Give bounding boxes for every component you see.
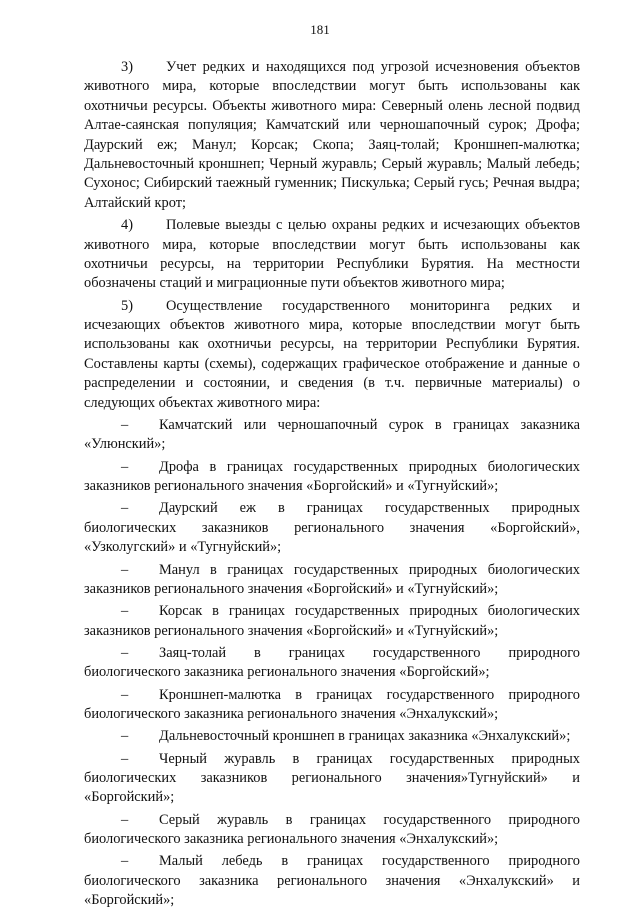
- list-item: [84, 561, 580, 600]
- list-item: [84, 811, 580, 850]
- numbered-paragraph-4: [84, 216, 580, 294]
- paragraph-number: 3): [121, 59, 133, 75]
- list-item-text: Камчатский или черношапочный сурок в границах заказника «Улюнский»;: [84, 416, 580, 453]
- numbered-paragraph-3: [84, 58, 580, 213]
- list-item-text: Дальневосточный кроншнеп в границах заказника «Энхалукский»;: [159, 728, 571, 745]
- list-dash: –: [121, 853, 129, 870]
- paragraph-text: Учет редких и находящихся под угрозой исчезновения объектов животного мира, которые впоследствии могут быть использованы как охотничьи ресурсы. Объекты животного мира: Северный олень лесной подвид Алтае-саянская популяция; Камчатский или черношапочный сурок; Дрофа; Даурский еж; Манул; Корсак; Скопа; Заяц-толай; Кроншнеп-малютка; Дальневосточный кроншнеп; Черный журавль; Серый журавль; Малый лебедь; Сухонос; Сибирский таежный гуменник; Пискулька; Серый гусь; Речная выдра; Алтайский крот;: [84, 59, 580, 211]
- list-dash: –: [121, 416, 129, 433]
- list-item: [84, 458, 580, 497]
- list-item-text: Малый лебедь в границах государственного природного биологического заказника регионального значения «Энхалукский» и «Боргойский»;: [84, 853, 580, 909]
- page-number: 181: [310, 22, 330, 37]
- list-dash: –: [121, 686, 129, 703]
- list-dash: –: [121, 728, 129, 745]
- list-item: [84, 686, 580, 725]
- list-item: [84, 499, 580, 557]
- list-item: [84, 602, 580, 641]
- list-item-text: Манул в границах государственных природных биологических заказников регионального значения «Боргойский» и «Тугнуйский»;: [84, 561, 580, 597]
- paragraph-number: 4): [121, 217, 133, 234]
- paragraph-text: Осуществление государственного мониторинга редких и исчезающих объектов животного мира, которые впоследствии могут быть использованы как охотничьи ресурсы, на территории Республики Бурятия. Составлены карты (схемы), содержащих графическое отображение и данные о распределении и состоянии, и сведения (в т.ч. первичные материалы) о следующих объектах животного мира:: [84, 297, 580, 411]
- list-item-text: Корсак в границах государственных природных биологических заказников регионального значения «Боргойский» и «Тугнуйский»;: [84, 603, 580, 639]
- list-dash: –: [121, 750, 129, 767]
- list-item: [84, 750, 580, 808]
- list-item-text: Дрофа в границах государственных природных биологических заказников регионального значения «Боргойский» и «Тугнуйский»;: [84, 458, 580, 495]
- list-item: [84, 727, 580, 746]
- list-item-text: Заяц-толай в границах государственного природного биологического заказника регионального значения «Боргойский»;: [84, 644, 580, 681]
- list-item-text: Даурский еж в границах государственных природных биологических заказников регионального значения «Боргойский», «Узколугский» и «Тугнуйский»;: [84, 500, 580, 556]
- list-item-text: Черный журавль в границах государственных природных биологических заказников регионального значения»Тугнуйский» и «Боргойский»;: [84, 750, 580, 806]
- list-dash: –: [121, 811, 129, 828]
- list-item-text: Кроншнеп-малютка в границах государственного природного биологического заказника регионального значения «Энхалукский»;: [84, 686, 580, 723]
- paragraph-text: Полевые выезды с целью охраны редких и исчезающих объектов животного мира, которые впоследствии могут быть использованы как охотничьи ресурсы, на территории Республики Бурятия. На местности обозначены стаций и миграционные пути объектов животного мира;: [84, 217, 580, 292]
- list-dash: –: [121, 644, 129, 661]
- list-item: [84, 644, 580, 683]
- list-item: [84, 852, 580, 910]
- paragraph-number: 5): [121, 297, 133, 314]
- document-body: [84, 58, 580, 914]
- list-dash: –: [121, 500, 129, 517]
- numbered-paragraph-5: [84, 297, 580, 413]
- list-dash: –: [121, 603, 129, 620]
- list-dash: –: [121, 458, 129, 475]
- list-item-text: Серый журавль в границах государственного природного биологического заказника регионального значения «Энхалукский»;: [84, 811, 580, 848]
- list-dash: –: [121, 561, 129, 578]
- list-item: [84, 416, 580, 455]
